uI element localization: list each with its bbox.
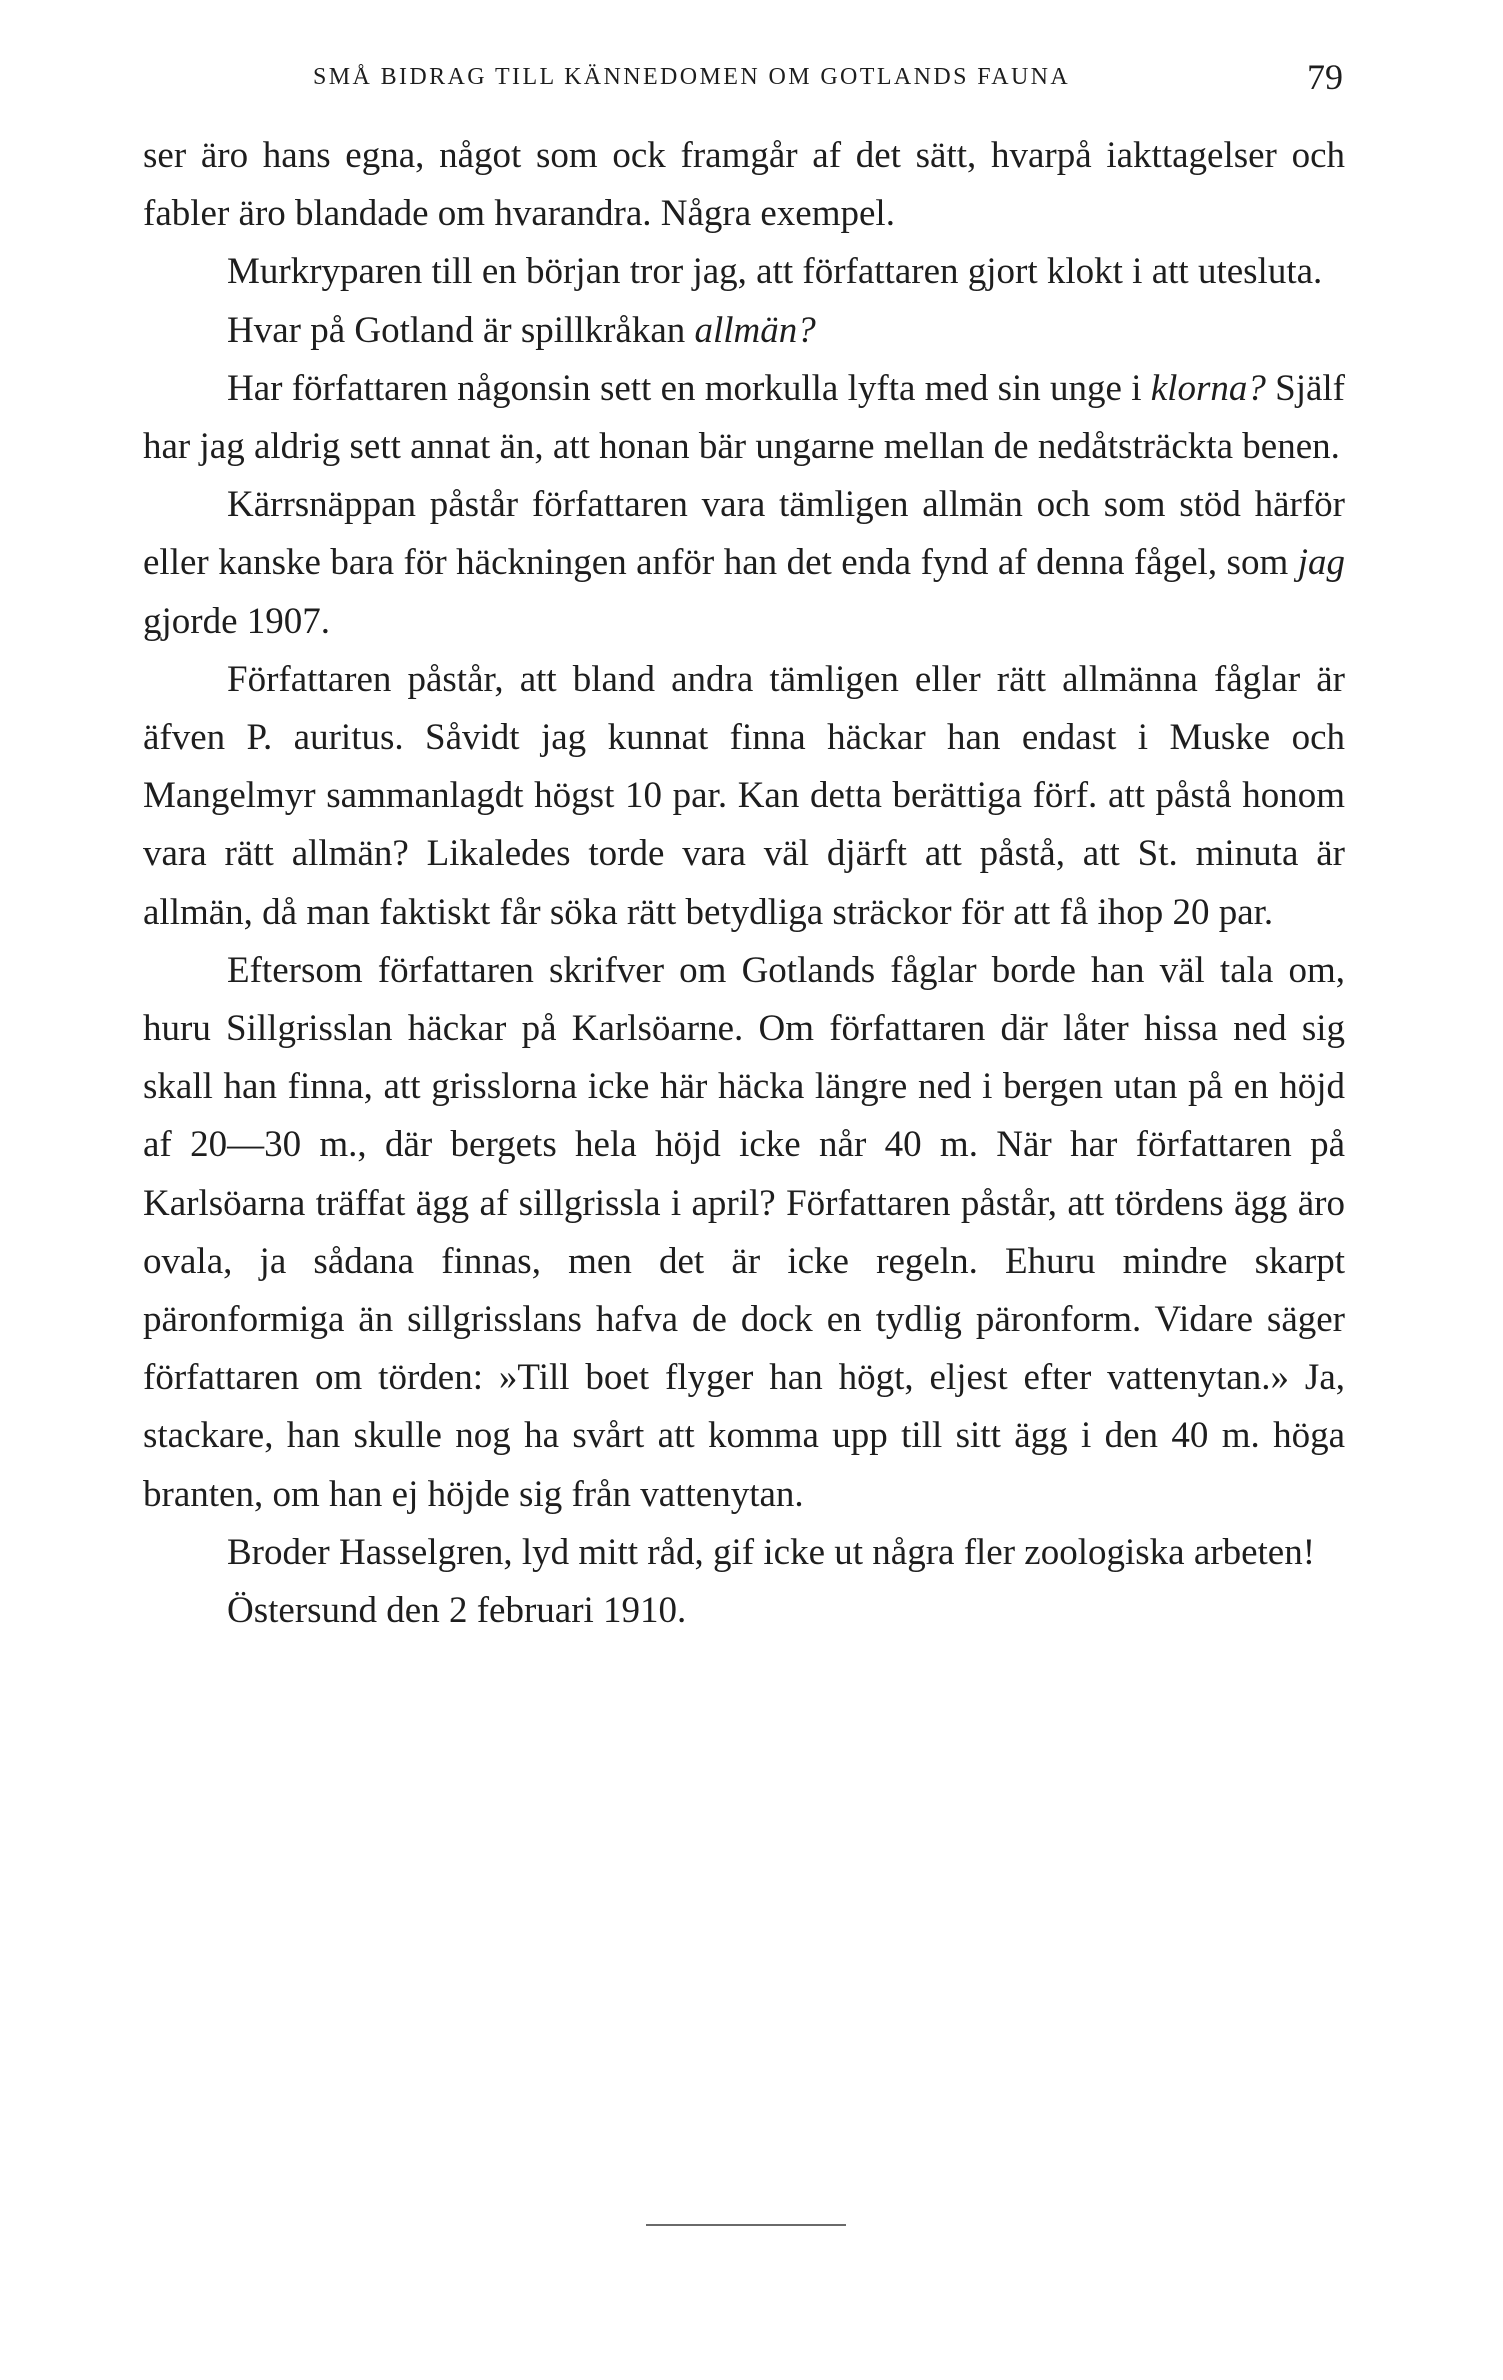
page-number: 79 — [1307, 57, 1343, 97]
running-head-title: SMÅ BIDRAG TILL KÄNNEDOMEN OM GOTLANDS FAUNA — [313, 64, 1071, 90]
text-run: Broder Hasselgren, lyd mitt råd, gif icke ut några fler zoologiska arbeten! — [227, 1531, 1316, 1573]
signature-line — [143, 1582, 1345, 1640]
paragraph — [143, 302, 1345, 360]
paragraph — [143, 942, 1345, 1524]
body-text — [143, 127, 1345, 1640]
text-run: Författaren påstår, att bland andra tämligen eller rätt allmänna fåglar är äfven P. auritus. Såvidt jag kunnat finna häckar han endast i Muske och Mangelmyr sammanlagdt högst 10 par. Kan detta berättiga förf. att påstå honom vara rätt allmän? Likaledes torde vara väl djärft att påstå, att St. minuta är allmän, då man faktiskt får söka rätt betydliga sträckor för att få ihop 20 par. — [143, 658, 1345, 933]
text-run: Själf har jag aldrig sett annat än, att honan bär ungarne mellan de nedåtsträckta benen. — [143, 367, 1345, 468]
italic-text: klorna? — [1150, 367, 1266, 409]
paragraph — [143, 1524, 1345, 1582]
paragraph — [143, 651, 1345, 942]
text-run: Eftersom författaren skrifver om Gotlands fåglar borde han väl tala om, huru Sillgrisslan häckar på Karlsöarne. Om författaren där låter hissa ned sig skall han finna, att grisslorna icke här häcka längre ned i bergen utan på en höjd af 20—30 m., där bergets hela höjd icke når 40 m. När har författaren på Karlsöarna träffat ägg af sillgrissla i april? Författaren påstår, att tördens ägg äro ovala, ja sådana finnas, men det är icke regeln. Ehuru mindre skarpt päronformiga än sillgrisslans hafva de dock en tydlig päronform. Vidare säger författaren om törden: »Till boet flyger han högt, eljest efter vattenytan.» Ja, stackare, han skulle nog ha svårt att komma upp till sitt ägg i den 40 m. höga branten, om han ej höjde sig från vattenytan. — [143, 949, 1345, 1515]
text-run: Östersund den 2 februari 1910. — [227, 1590, 687, 1632]
paragraph — [143, 243, 1345, 301]
paragraph — [143, 360, 1345, 476]
closing-rule — [646, 2224, 846, 2226]
text-run: gjorde 1907. — [143, 600, 331, 642]
text-run: ser äro hans egna, något som ock framgår af det sätt, hvarpå iakttagelser och fabler äro blandade om hvarandra. Några exempel. — [143, 135, 1345, 235]
paragraph — [143, 127, 1345, 243]
text-run: Hvar på Gotland är spillkråkan — [227, 309, 695, 351]
text-run: Kärrsnäppan påstår författaren vara tämligen allmän och som stöd härför eller kanske bara för häckningen anför han det enda fynd af denna fågel, som — [143, 484, 1345, 584]
text-run: Har författaren någonsin sett en morkulla lyfta med sin unge i — [227, 367, 1151, 409]
running-head — [143, 52, 1343, 102]
paragraph — [143, 476, 1345, 651]
italic-text: allmän? — [694, 309, 816, 351]
italic-text: jag — [1297, 542, 1345, 584]
text-run: Murkryparen till en början tror jag, att författaren gjort klokt i att utesluta. — [227, 251, 1323, 293]
